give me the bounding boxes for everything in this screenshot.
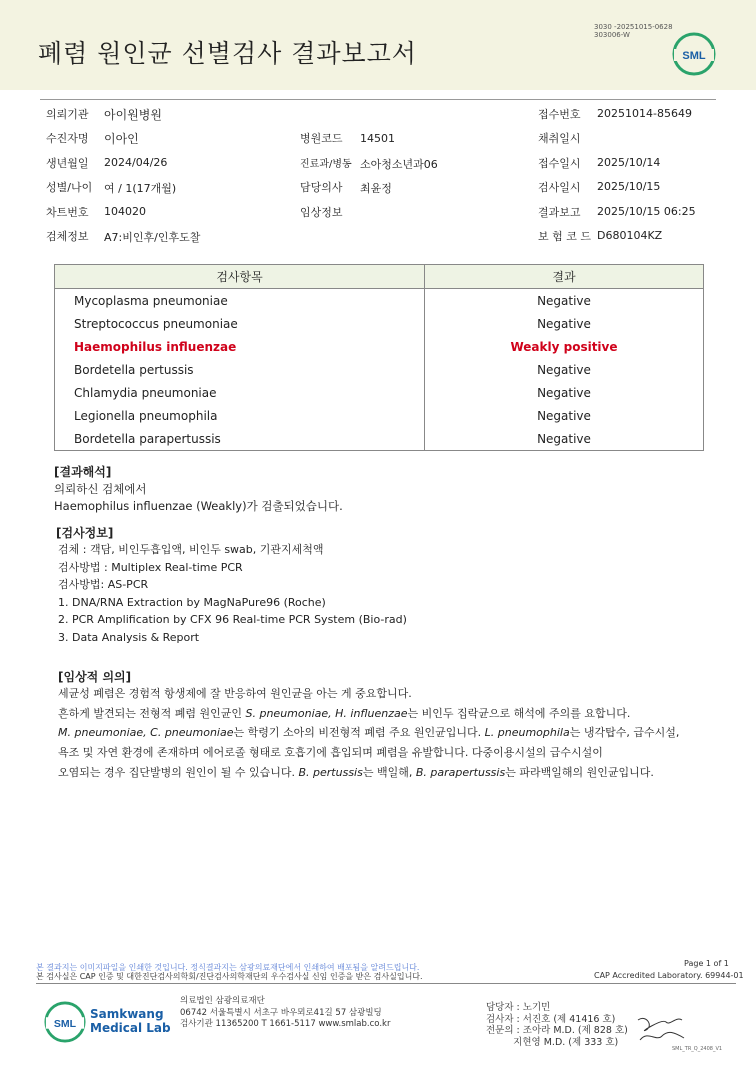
doctor: 최윤정 — [360, 182, 392, 195]
test-item: Mycoplasma pneumoniae — [55, 289, 425, 313]
test-item: Haemophilus influenzae — [55, 335, 425, 358]
receipt-date: 2025/10/14 — [597, 156, 661, 169]
document-id-line: 303006-W — [594, 31, 630, 39]
text-span: 흔하게 발견되는 전형적 폐렴 원인균인 — [58, 706, 246, 720]
clinical-significance-text — [58, 684, 679, 783]
footer-divider — [36, 983, 736, 984]
divider — [40, 99, 716, 100]
requesting-institution-label: 의뢰기관 — [46, 108, 89, 121]
test-item: Streptococcus pneumoniae — [55, 312, 425, 335]
document-id-line: 3030 -20251015-0628 — [594, 23, 673, 31]
form-id: SML_TR_Q_2408_V1 — [672, 1046, 723, 1052]
organization-name: 의료법인 삼광의료재단 — [180, 996, 265, 1006]
text-span: 는 파라백일해의 원인균입니다. — [505, 765, 654, 779]
hospital-code-label: 병원코드 — [300, 132, 343, 145]
department: 소아청소년과06 — [360, 158, 438, 171]
doctor-label: 담당의사 — [300, 181, 343, 194]
table-row — [55, 381, 704, 404]
organism-name: M. pneumoniae, C. pneumoniae — [58, 726, 234, 740]
patient-name-label: 수진자명 — [46, 132, 89, 145]
results-table — [54, 264, 704, 451]
organism-name: L. pneumophila — [484, 726, 570, 740]
receipt-number-label: 접수번호 — [538, 108, 581, 121]
table-row — [55, 358, 704, 381]
test-date-label: 검사일시 — [538, 181, 581, 194]
sex-age: 여 / 1(17개월) — [104, 182, 177, 195]
test-item: Bordetella pertussis — [55, 358, 425, 381]
hospital-code: 14501 — [360, 132, 395, 145]
signers: 담당자 : 노기민 검사자 : 서진호 (제 41416 호) 전문의 : 조아라 M.D. (제 828 호) 지현영 M.D. (제 333 호) — [486, 1002, 628, 1048]
svg-text:SML: SML — [53, 1017, 77, 1030]
test-item: Bordetella parapertussis — [55, 427, 425, 451]
test-result: Negative — [425, 358, 704, 381]
page-number: Page 1 of 1 — [684, 959, 729, 968]
interpretation-line: Haemophilus influenzae (Weakly)가 검출되었습니다. — [54, 499, 343, 513]
address: 06742 서울특별시 서초구 바우뫼로41길 57 삼광빌딩 — [180, 1007, 382, 1018]
test-info-line: 3. Data Analysis & Report — [58, 630, 200, 644]
interpretation-line: 의뢰하신 검체에서 — [54, 482, 147, 496]
interpretation-text — [54, 481, 343, 515]
text-span: 는 비인두 집락균으로 해석에 주의를 요합니다. — [407, 706, 631, 720]
text-span: 오염되는 경우 집단발병의 원인이 될 수 있습니다. — [58, 765, 299, 779]
text-span: 는 학령기 소아의 비전형적 폐렴 주요 원인균입니다. — [233, 726, 485, 740]
text-span: 는 냉각탑수, 급수시설, — [569, 726, 680, 740]
test-info-line: 검사방법: AS-PCR — [58, 578, 149, 592]
results-header-row — [55, 265, 704, 289]
test-info-line: 검사방법 : Multiplex Real-time PCR — [58, 560, 243, 574]
brand-line: Samkwang — [90, 1007, 164, 1021]
image-print-warning: 본 결과지는 이미지파일을 인쇄한 것입니다. 정식결과지는 삼광의료재단에서 인쇄하여 배포됨을 알려드립니다. — [36, 963, 420, 972]
column-header-result: 결과 — [425, 265, 704, 289]
test-result: Negative — [425, 381, 704, 404]
specimen-label: 검체정보 — [46, 230, 89, 243]
chart-number: 104020 — [104, 205, 146, 218]
insurance-code: D680104KZ — [597, 229, 663, 242]
document-id — [594, 23, 673, 39]
specimen: A7:비인후/인후도찰 — [104, 231, 201, 244]
column-header-item: 검사항목 — [55, 265, 425, 289]
clinical-line — [58, 763, 679, 783]
clinical-significance-title: [임상적 의의] — [58, 670, 132, 684]
test-result: Negative — [425, 289, 704, 313]
organism-name: S. pneumoniae, H. influenzae — [245, 706, 408, 720]
interpretation-title: [결과해석] — [54, 465, 112, 479]
test-item: Chlamydia pneumoniae — [55, 381, 425, 404]
test-result: Negative — [425, 404, 704, 427]
test-result: Weakly positive — [425, 335, 704, 358]
birth-date: 2024/04/26 — [104, 156, 168, 169]
clinical-line: 욕조 및 자연 환경에 존재하며 에어로졸 형태로 호흡기에 흡입되며 폐렴을 유발합니다. 다중이용시설의 급수시설이 — [58, 746, 603, 760]
test-date: 2025/10/15 — [597, 180, 661, 193]
svg-text:SML: SML — [682, 50, 706, 62]
table-row — [55, 404, 704, 427]
test-info-text — [58, 541, 407, 647]
chart-number-label: 차트번호 — [46, 206, 89, 219]
accreditation-note: 본 검사실은 CAP 인증 및 대한진단검사의학회/진단검사의학재단의 우수검사실 신임 인증을 받은 검사실입니다. — [36, 972, 423, 981]
report-date-label: 결과보고 — [538, 206, 581, 219]
institution-address — [180, 996, 390, 1031]
report-title: 폐렴 원인균 선별검사 결과보고서 — [38, 39, 417, 68]
sex-age-label: 성별/나이 — [46, 181, 93, 194]
organism-name: B. pertussis — [298, 765, 363, 779]
report-date: 2025/10/15 06:25 — [597, 205, 696, 218]
cap-accreditation: CAP Accredited Laboratory. 69944-01 — [594, 971, 744, 980]
text-span: 는 백일해, — [362, 765, 416, 779]
receipt-date-label: 접수일시 — [538, 157, 581, 170]
table-row-positive — [55, 335, 704, 358]
table-row — [55, 427, 704, 451]
collection-date-label: 채취일시 — [538, 132, 581, 145]
receipt-number: 20251014-85649 — [597, 107, 692, 120]
sml-logo-icon — [44, 1001, 86, 1043]
brand-name — [90, 1007, 171, 1035]
test-info-title: [검사정보] — [56, 526, 114, 540]
sml-logo-icon — [672, 32, 716, 76]
brand-line: Medical Lab — [90, 1021, 171, 1035]
table-row — [55, 312, 704, 335]
birth-label: 생년월일 — [46, 157, 89, 170]
patient-name: 이아인 — [104, 132, 139, 146]
insurance-code-label: 보 험 코 드 — [538, 230, 591, 243]
table-row — [55, 289, 704, 313]
test-item: Legionella pneumophila — [55, 404, 425, 427]
requesting-institution: 아이원병원 — [104, 108, 162, 122]
test-info-line: 1. DNA/RNA Extraction by MagNaPure96 (Roche) — [58, 595, 326, 609]
signature — [636, 1012, 686, 1046]
test-result: Negative — [425, 312, 704, 335]
clinical-info-label: 임상정보 — [300, 206, 343, 219]
clinical-line — [58, 723, 679, 743]
clinical-line — [58, 704, 679, 724]
test-info-line: 검체 : 객담, 비인두흡입액, 비인두 swab, 기관지세척액 — [58, 543, 324, 556]
organism-name: B. parapertussis — [415, 765, 506, 779]
test-result: Negative — [425, 427, 704, 451]
clinical-line: 세균성 폐렴은 경험적 항생제에 잘 반응하여 원인균을 아는 게 중요합니다. — [58, 687, 412, 700]
test-info-line: 2. PCR Amplification by CFX 96 Real-time PCR System (Bio-rad) — [58, 613, 407, 627]
contact-info: 검사기관 11365200 T 1661-5117 www.smlab.co.kr — [180, 1019, 391, 1029]
department-label: 진료과/병동 — [300, 159, 352, 170]
